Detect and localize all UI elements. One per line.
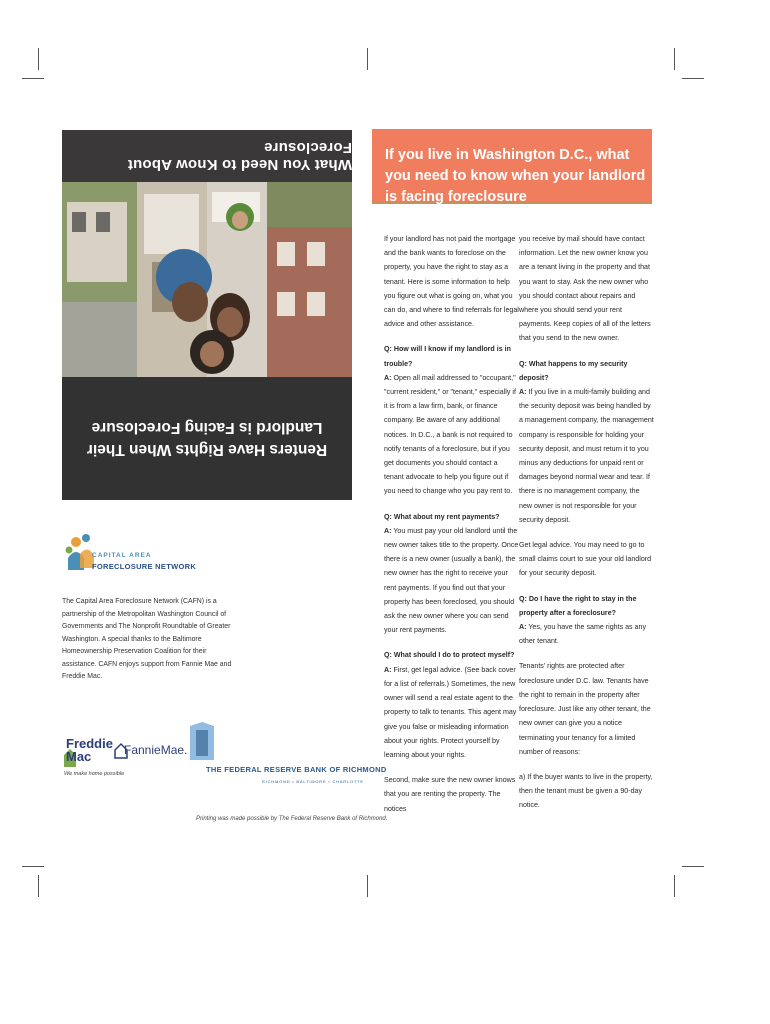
- crop-mark: [682, 78, 704, 79]
- cafn-partnership-text: The Capital Area Foreclosure Network (CAFN) is a partnership of the Metropolitan Washington Council of Governments and The Nonprofit Roundtable of Greater Washington. A special thanks to the Baltimore Homeownership Preservation Coalition for their assistance. CAFN enjoys support from Fannie Mae and Freddie Mac.: [62, 598, 232, 680]
- cafn-logo-subtitle: CAPITAL AREA: [92, 552, 152, 559]
- headline: If you live in Washington D.C., what you need to know when your landlord is facing foreclosure: [385, 147, 646, 205]
- answer-5: Yes, you have the same rights as any other tenant.: [519, 623, 646, 646]
- crop-mark: [367, 875, 368, 897]
- legal-advice-paragraph: Get legal advice. You may need to go to small claims court to sue your old landlord for your security deposit.: [519, 541, 652, 578]
- crop-mark: [674, 48, 675, 70]
- answer-label: A:: [519, 388, 527, 397]
- freddie-mac-tagline: We make home possible: [64, 771, 125, 777]
- answer-label: A:: [384, 665, 392, 674]
- renters-title: Renters Have Rights When Their Landlord is Facing Foreclosure: [86, 419, 328, 459]
- answer-label: A:: [519, 623, 527, 632]
- answer-label: A:: [384, 526, 392, 535]
- text-column-1: [384, 232, 519, 816]
- federal-reserve-logo: THE FEDERAL RESERVE BANK OF RICHMOND: [206, 765, 387, 774]
- freddie-mac-line1: Freddie: [66, 736, 113, 751]
- text-column-2: [519, 232, 654, 824]
- crop-mark: [38, 48, 39, 70]
- cover-title: What You Need to Know About Foreclosure: [127, 139, 352, 173]
- crop-mark: [674, 875, 675, 897]
- cover-photo-collage: [62, 182, 352, 377]
- answer-3: First, get legal advice. (See back cover for a list of referrals.) Sometimes, the new owner will send a real estate agent to the property to talk to tenants. This agent may give you false or misleading information about your rights. Protect yourself by learning about your rights.: [384, 665, 517, 759]
- question-3: Q: What should I do to protect myself?: [384, 651, 515, 660]
- crop-mark: [22, 866, 44, 867]
- freddie-mac-logo: [66, 737, 113, 763]
- crop-mark: [367, 48, 368, 70]
- fannie-mae-logo: FannieMae.: [124, 743, 188, 757]
- ninety-day-notice: a) If the buyer wants to live in the property, then the tenant must be given a 90-day notice.: [519, 772, 653, 810]
- crop-mark: [22, 78, 44, 79]
- question-1: Q: How will I know if my landlord is in trouble?: [384, 345, 511, 368]
- question-4: Q: What happens to my security deposit?: [519, 359, 628, 382]
- intro-paragraph: If your landlord has not paid the mortgage and the bank wants to foreclose on the property, you have the right to stay as a tenant. Here is some information to help you figure out what is going on, what you can do, and where to find referrals for legal advice and other assistance.: [384, 235, 519, 329]
- freddie-mac-line2: Mac: [66, 749, 92, 764]
- crop-mark: [682, 866, 704, 867]
- tenant-rights-paragraph: Tenants' rights are protected after foreclosure under D.C. law. Tenants have the right to remain in the property after foreclosure. Just like any other tenant, the new owner can give you a notice terminating your tenancy for a limited number of reasons:: [519, 662, 651, 756]
- answer-2: You must pay your old landlord until the new owner takes title to the property. Once there is a new owner (usually a bank), the new owner has the right to receive your rent payments. If you find out that your property has been foreclosed, you should ask the new owner where you can send your rent payments.: [384, 526, 519, 635]
- question-5: Q: Do I have the right to stay in the property after a foreclosure?: [519, 594, 637, 617]
- answer-label: A:: [384, 373, 392, 382]
- cafn-logo-title: FORECLOSURE NETWORK: [92, 562, 197, 571]
- contact-paragraph: you receive by mail should have contact information. Let the new owner know you are a tenant living in the property and that you want to stay. Ask the new owner who you should contact about repairs and where you should send your rent payments. Keep copies of all of the letters that you send to the new owner.: [519, 235, 651, 343]
- question-2: Q: What about my rent payments?: [384, 512, 500, 521]
- answer-1: Open all mail addressed to "occupant," "current resident," or "tenant," especially if it is from a law firm, bank, or finance company. Be aware of any additional notices. In D.C., a bank is not required to notify tenants of a foreclosure, but if you get documents you should contact a tenant advocate to help you figure out if you need to change who you pay rent to.: [384, 373, 516, 496]
- printing-note: Printing was made possible by The Federal Reserve Bank of Richmond.: [196, 816, 388, 822]
- crop-mark: [38, 875, 39, 897]
- answer-4: If you live in a multi-family building and the security deposit was being handled by a management company, the management company is responsible for holding your security deposit, and must return it to you minus any deductions for unpaid rent or damages beyond normal wear and tear. If there is no management company, the new owner is not responsible for your security deposit.: [519, 388, 654, 524]
- federal-reserve-cities: RICHMOND • BALTIMORE • CHARLOTTE: [262, 779, 364, 784]
- second-paragraph: Second, make sure the new owner knows that you are renting the property. The notices: [384, 776, 516, 813]
